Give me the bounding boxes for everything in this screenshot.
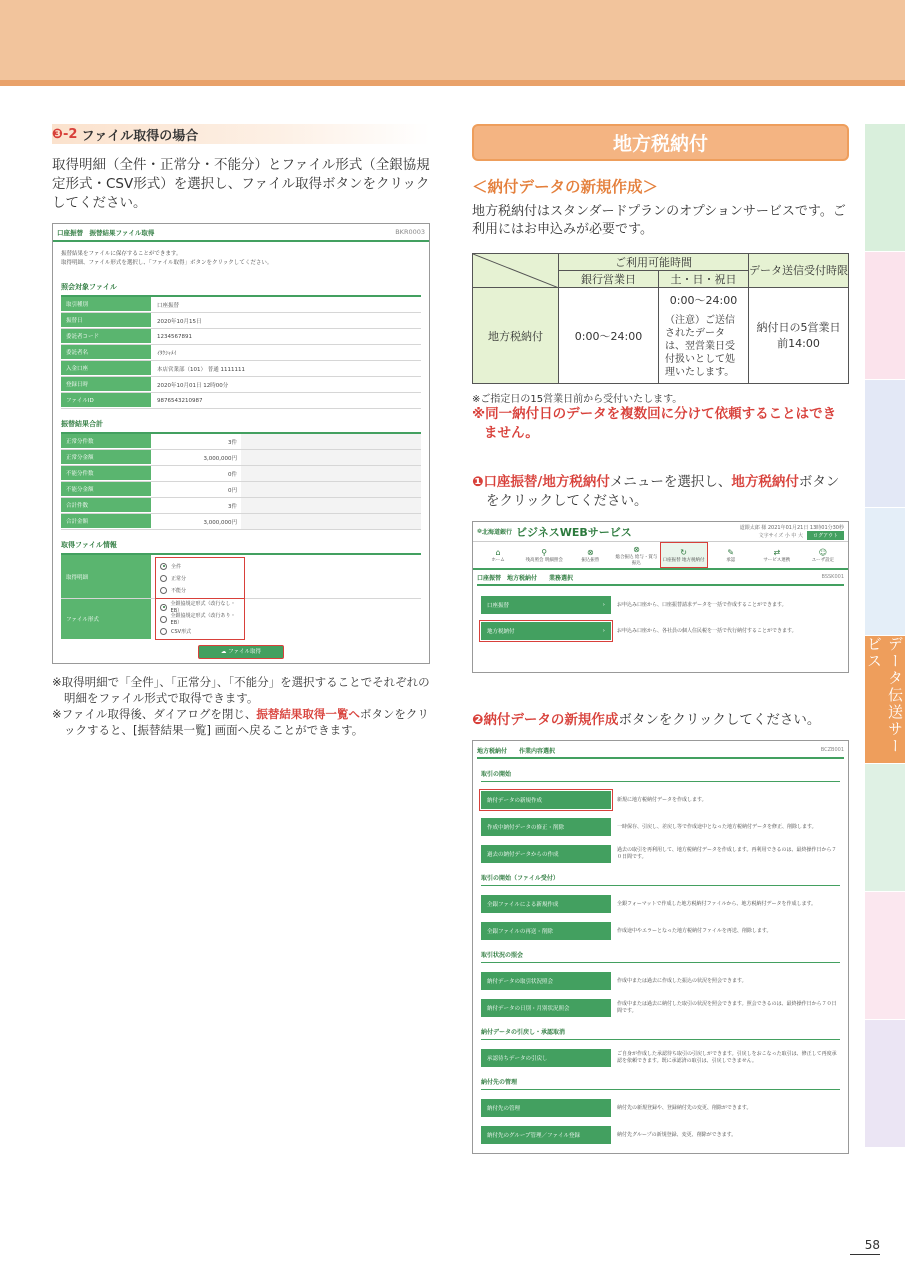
- yen-icon: ⊗: [586, 547, 594, 557]
- nav-service-link[interactable]: [754, 542, 800, 568]
- task-row: [481, 999, 840, 1017]
- task-label: 納付先の管理: [487, 1106, 521, 1112]
- task-label: 納付先のグループ管理／ファイル登録: [487, 1133, 580, 1139]
- radio-all[interactable]: [160, 560, 240, 572]
- step-1-text-end: ボタンをクリックしてください。: [486, 474, 840, 509]
- table-row: [61, 329, 421, 345]
- note-warning: ※同一納付日のデータを複数回に分けて依頼することはできません。: [472, 406, 837, 441]
- header-available-time: ご利用可能時間: [559, 254, 749, 271]
- task-label: 作成中納付データの修正・削除: [487, 825, 565, 831]
- task-groups: [473, 769, 848, 1144]
- detail-label: 取得明細: [61, 555, 151, 598]
- row-value: 3,000,000円: [203, 519, 237, 526]
- table-row: [61, 482, 421, 498]
- radio-circle-icon: [160, 604, 167, 611]
- note-15-days: ※ご指定日の15営業日前から受付いたします。: [472, 394, 683, 405]
- row-value: 0件: [228, 471, 237, 478]
- header-bank-day: 銀行営業日: [559, 271, 659, 288]
- business-menu: [473, 596, 848, 640]
- screen2-breadcrumb: 口座振替 地方税納付 業務選択: [477, 574, 574, 582]
- section-title: ファイル取得の場合: [81, 128, 199, 144]
- group-file-info: 取得ファイル情報: [61, 530, 421, 555]
- screen-breadcrumb: 口座振替 振替結果ファイル取得: [57, 228, 155, 237]
- diagonal-line: [473, 254, 559, 288]
- screen2-title: [477, 570, 844, 586]
- row-key: 合計金額: [61, 514, 151, 529]
- task-desc: 作成中または過去に作成した振込の状況を照会できます。: [617, 977, 747, 984]
- task-button[interactable]: [481, 972, 611, 990]
- account-transfer-button[interactable]: [481, 596, 611, 614]
- task-row: [481, 1099, 840, 1117]
- radio-label: 全件: [171, 563, 182, 570]
- header-send-deadline: データ送信受付時限: [749, 254, 849, 288]
- row-local-tax: 地方税納付: [473, 288, 559, 384]
- screen-title-bar: [53, 224, 429, 242]
- header-holiday: 土・日・祝日: [659, 271, 749, 288]
- step-2: [472, 711, 849, 730]
- page-number-line: [850, 1254, 880, 1255]
- step-1-menu: 口座振替/地方税納付: [483, 474, 610, 490]
- task-button[interactable]: [481, 818, 611, 836]
- format-radio-group: [155, 598, 245, 640]
- screen2-code: BSSK001: [821, 574, 844, 580]
- radio-failed[interactable]: [160, 584, 240, 596]
- table-row: [61, 393, 421, 409]
- radio-normal[interactable]: [160, 572, 240, 584]
- group-result-total: 振替結果合計: [61, 409, 421, 434]
- task-select-screen: [472, 740, 849, 1154]
- row-key: 振替日: [61, 313, 151, 328]
- table-row: [61, 361, 421, 377]
- top-band: [0, 0, 905, 82]
- radio-label: 全銀協規定形式（改行なし・EB）: [170, 601, 236, 614]
- task-group-title: 納付データの引戻し・承認取消: [481, 1027, 840, 1040]
- section-heading: [52, 124, 430, 144]
- step-1-button: 地方税納付: [731, 474, 799, 490]
- row-value: 1234567891: [157, 333, 192, 340]
- table-row: [61, 514, 421, 530]
- radio-csv[interactable]: [160, 625, 240, 637]
- task-row: [481, 972, 840, 990]
- holiday-note: （注意）ご送信されたデータは、翌営業日受付扱いとして処理いたします。: [665, 315, 735, 378]
- task-desc: 新規に地方税納付データを作成します。: [617, 796, 707, 803]
- chevron-right-icon: ›: [602, 602, 605, 608]
- side-tab-6[interactable]: [865, 764, 905, 892]
- menu-label: 地方税納付: [487, 629, 515, 635]
- task-button[interactable]: [481, 845, 611, 863]
- row-key: 登録日時: [61, 377, 151, 392]
- row-blank: [241, 466, 421, 481]
- step-2-button: 納付データの新規作成: [483, 712, 619, 728]
- side-tab-data-transfer[interactable]: [865, 636, 905, 764]
- task-label: 納付データの日別・月別状況照会: [487, 1006, 570, 1012]
- file-download-button[interactable]: [198, 645, 284, 659]
- chevron-right-icon: ›: [602, 628, 605, 634]
- task-desc: 納付先グループの新規登録、変更、削除ができます。: [617, 1131, 737, 1138]
- intro-text: 取得明細（全件・正常分・不能分）とファイル形式（全銀協規定形式・CSV形式）を選択し、ファイル取得ボタンをクリックしてください。: [52, 157, 430, 211]
- note-2-button: 振替結果取得一覧へ: [256, 707, 360, 721]
- task-row: [481, 1049, 840, 1067]
- home-icon: ⌂: [495, 547, 501, 557]
- menu-desc: お申込み口座から、各社員の個人住民税を一括で代行納付することができます。: [617, 627, 797, 634]
- task-button[interactable]: [481, 999, 611, 1017]
- task-label: 全銀ファイルの再送・削除: [487, 929, 553, 935]
- format-label: ファイル形式: [61, 599, 151, 639]
- detail-option-block: [61, 555, 421, 599]
- subheading: ＜納付データの新規作成＞: [472, 178, 659, 196]
- task-desc: 全銀フォーマットで作成した地方税納付ファイルから、地方税納付データを作成します。: [617, 900, 817, 907]
- font-size-selector[interactable]: 文字サイズ 小 中 大: [758, 532, 803, 539]
- screen3-code: BCZB001: [820, 747, 844, 753]
- logout-button[interactable]: ログアウト: [807, 531, 844, 540]
- holiday-time: 0:00～24:00: [669, 294, 738, 307]
- row-value: 口座振替: [157, 302, 180, 309]
- nav-transfer[interactable]: [567, 542, 613, 568]
- row-key: 取引種別: [61, 297, 151, 312]
- step-1: [472, 473, 849, 511]
- radio-circle-icon: [160, 628, 167, 635]
- screen3-title: [477, 743, 844, 759]
- row-value: ｲﾀｸｼｬﾒｲ: [157, 350, 177, 357]
- note-2: [52, 706, 430, 738]
- result-total-table: [61, 434, 421, 530]
- task-desc: 過去の取引を再利用して、地方税納付データを作成します。再利用できるのは、最終操作日から７０日間です。: [617, 847, 837, 860]
- bank-header: [473, 522, 848, 542]
- table-row: [61, 498, 421, 514]
- radio-label: 正常分: [171, 575, 187, 582]
- task-desc: ご自身が作成した承認待ち取引の引戻しができます。引戻しをおこなった取引は、修正して再度承認を依頼できます。既に承認済の取引は、引戻しできません。: [617, 1051, 837, 1064]
- table-row: [61, 377, 421, 393]
- row-value: 2020年10月01日 12時00分: [157, 382, 229, 389]
- nav-label: ホーム: [491, 557, 505, 563]
- group-target-file: 照会対象ファイル: [61, 272, 421, 297]
- table-row: [61, 313, 421, 329]
- nav-label: 承認: [726, 557, 736, 563]
- row-key: 委託者コード: [61, 329, 151, 344]
- task-button[interactable]: [481, 1099, 611, 1117]
- table-row: [61, 297, 421, 313]
- row-key: 不能分金額: [61, 482, 151, 497]
- task-button[interactable]: [481, 791, 611, 809]
- screen-description: [53, 242, 429, 272]
- business-select-screen: [472, 521, 849, 673]
- task-button[interactable]: [481, 1049, 611, 1067]
- radio-label: 全銀協規定形式（改行あり・EB）: [170, 613, 236, 626]
- row-key: 入金口座: [61, 361, 151, 376]
- menu-row-account-transfer: [481, 596, 840, 614]
- row-key: 合計件数: [61, 498, 151, 513]
- row-key: 正常分金額: [61, 450, 151, 465]
- nav-label: サービス連携: [763, 557, 791, 563]
- download-label: ファイル取得: [228, 649, 262, 655]
- task-row: [481, 922, 840, 940]
- row-key: 不能分件数: [61, 466, 151, 481]
- radio-label: CSV形式: [171, 628, 192, 635]
- task-desc: 作成中または過去に納付した取引の状況を照会できます。照会できるのは、最終操作日から７０日間です。: [617, 1001, 837, 1014]
- nav-user-settings[interactable]: [800, 542, 846, 568]
- task-label: 納付データの取引状況照会: [487, 979, 554, 985]
- table-row: [61, 434, 421, 450]
- right-column: [472, 124, 849, 1154]
- task-row: [481, 791, 840, 809]
- table-row: [61, 345, 421, 361]
- left-notes: [52, 674, 430, 738]
- cell-holiday: [659, 288, 749, 384]
- refresh-icon: ↻: [680, 547, 687, 557]
- nav-balance[interactable]: [521, 542, 567, 568]
- task-label: 承認待ちデータの引戻し: [487, 1056, 548, 1062]
- side-tab-4[interactable]: [865, 508, 905, 636]
- task-group-title: 取引の開始: [481, 769, 840, 782]
- task-group-title: 取引状況の照会: [481, 950, 840, 963]
- task-label: 全銀ファイルによる新規作成: [487, 902, 559, 908]
- step-1-text: メニューを選択し、: [609, 474, 732, 490]
- task-desc: 一時保存、引戻し、差戻し等で作成途中となった地方税納付データを修正、削除します。: [617, 823, 817, 830]
- note-2-c: ボタンをクリックすると、[振替結果一覧] 画面へ戻ることができます。: [64, 707, 429, 737]
- step-2-number: ❷: [472, 712, 484, 728]
- task-button[interactable]: [481, 1126, 611, 1144]
- target-file-table: [61, 297, 421, 409]
- task-row: [481, 1126, 840, 1144]
- task-button[interactable]: [481, 895, 611, 913]
- table-row: [61, 466, 421, 482]
- nav-label: 口座振替 地方税納付: [662, 557, 705, 563]
- page-title: 地方税納付: [472, 124, 849, 161]
- nav-label: ユーザ設定: [811, 557, 835, 563]
- nav-payroll[interactable]: [613, 542, 659, 568]
- side-tabs: [865, 124, 905, 1148]
- top-band-line: [0, 80, 905, 86]
- row-key: 委託者名: [61, 345, 151, 360]
- note-2-a: ※ファイル取得後、ダイアログを閉じ、: [52, 707, 257, 721]
- screen3-breadcrumb: 地方税納付 作業内容選択: [477, 747, 556, 755]
- task-group-title: 納付先の管理: [481, 1077, 840, 1090]
- side-tab-label: データ伝送サービス: [865, 636, 904, 755]
- hours-table: [472, 253, 849, 384]
- side-tab-8[interactable]: [865, 1020, 905, 1148]
- row-blank: [241, 450, 421, 465]
- diag-cell: [473, 254, 559, 288]
- bank-logo-icon: ❁: [477, 528, 483, 535]
- service-name: ビジネスWEBサービス: [516, 525, 632, 539]
- radio-zengin-break[interactable]: [160, 613, 240, 625]
- row-value: 本店営業部（101） 普通 1111111: [157, 366, 245, 373]
- nav-account-transfer[interactable]: [660, 542, 708, 568]
- format-option-block: [61, 599, 421, 639]
- note-1: ※取得明細で「全件」、「正常分」、「不能分」を選択することでそれぞれの明細をファイル形式で取得できます。: [52, 675, 430, 705]
- menu-label: 口座振替: [487, 603, 510, 609]
- nav-label: 総合振込 給与・賞与振込: [615, 554, 658, 566]
- user-info: 道銀太郎 様 2021年01月21日 13時01分30秒: [739, 524, 844, 531]
- section-number: ❸-2: [52, 126, 78, 142]
- local-tax-button[interactable]: [481, 622, 611, 640]
- nav-label: 振込振替: [581, 557, 600, 563]
- left-column: [52, 124, 430, 738]
- cell-send-time: 納付日の5営業日前14:00: [749, 288, 849, 384]
- file-download-screen: [52, 223, 430, 664]
- screen-code: BKR0003: [395, 228, 425, 236]
- cell-bank-time: 0:00～24:00: [559, 288, 659, 384]
- row-value: 3件: [228, 503, 237, 510]
- nav-home[interactable]: [475, 542, 521, 568]
- radio-label: 不能分: [171, 587, 187, 594]
- yen-icon: ⊗: [633, 544, 640, 554]
- row-key: 正常分件数: [61, 434, 151, 449]
- step-1-number: ❶: [472, 474, 484, 490]
- step-2-text: ボタンをクリックしてください。: [618, 712, 821, 728]
- desc-line-1: 振替結果をファイルに保存することができます。: [61, 251, 182, 257]
- detail-radio-group: [155, 557, 245, 599]
- user-icon: ☺: [818, 547, 828, 557]
- page-number: 58: [864, 1238, 880, 1252]
- row-key: ファイルID: [61, 393, 151, 408]
- desc-line-2: 取得明細、ファイル形式を選択し、「ファイル取得」ボタンをクリックしてください。: [61, 260, 273, 266]
- radio-circle-icon: [160, 575, 167, 582]
- row-blank: [241, 514, 421, 529]
- menu-row-local-tax: [481, 622, 840, 640]
- radio-circle-icon: [160, 616, 167, 623]
- table-row: [61, 450, 421, 466]
- row-blank: [241, 434, 421, 449]
- row-blank: [241, 482, 421, 497]
- side-tab-7[interactable]: [865, 892, 905, 1020]
- menu-desc: お申込み口座から、口座振替請求データを一括で作成することができます。: [617, 601, 787, 608]
- radio-circle-icon: [160, 563, 167, 570]
- row-value: 3件: [228, 439, 237, 446]
- row-value: 9876543210987: [157, 397, 203, 404]
- link-icon: ⇄: [773, 547, 781, 557]
- cloud-icon: ☁: [220, 649, 229, 655]
- task-desc: 作成途中やエラーとなった地方税納付ファイルを再送、削除します。: [617, 927, 772, 934]
- row-blank: [241, 498, 421, 513]
- row-value: 2020年10月15日: [157, 318, 202, 325]
- task-row: [481, 818, 840, 836]
- task-row: [481, 895, 840, 913]
- bank-name: 北海道銀行: [482, 529, 513, 536]
- nav-label: 残高照会 明細照会: [525, 557, 563, 563]
- side-tab-1[interactable]: [865, 124, 905, 252]
- right-intro: 地方税納付はスタンダードプランのオプションサービスです。ご利用にはお申込みが必要です。: [472, 204, 846, 237]
- row-value: 0円: [228, 487, 237, 494]
- nav-bar: [473, 542, 848, 570]
- task-row: [481, 845, 840, 863]
- row-value: 3,000,000円: [203, 455, 237, 462]
- side-tab-2[interactable]: [865, 252, 905, 380]
- approval-icon: ✎: [727, 547, 735, 557]
- task-group-title: 取引の開始（ファイル受付）: [481, 873, 840, 886]
- radio-circle-icon: [160, 587, 167, 594]
- task-desc: 納付先の新規登録や、登録納付先の変更、削除ができます。: [617, 1104, 752, 1111]
- search-icon: ⚲: [541, 547, 548, 557]
- side-tab-3[interactable]: [865, 380, 905, 508]
- task-button[interactable]: [481, 922, 611, 940]
- task-label: 過去の納付データからの作成: [487, 852, 559, 858]
- task-label: 納付データの新規作成: [487, 798, 543, 804]
- nav-approval[interactable]: [708, 542, 754, 568]
